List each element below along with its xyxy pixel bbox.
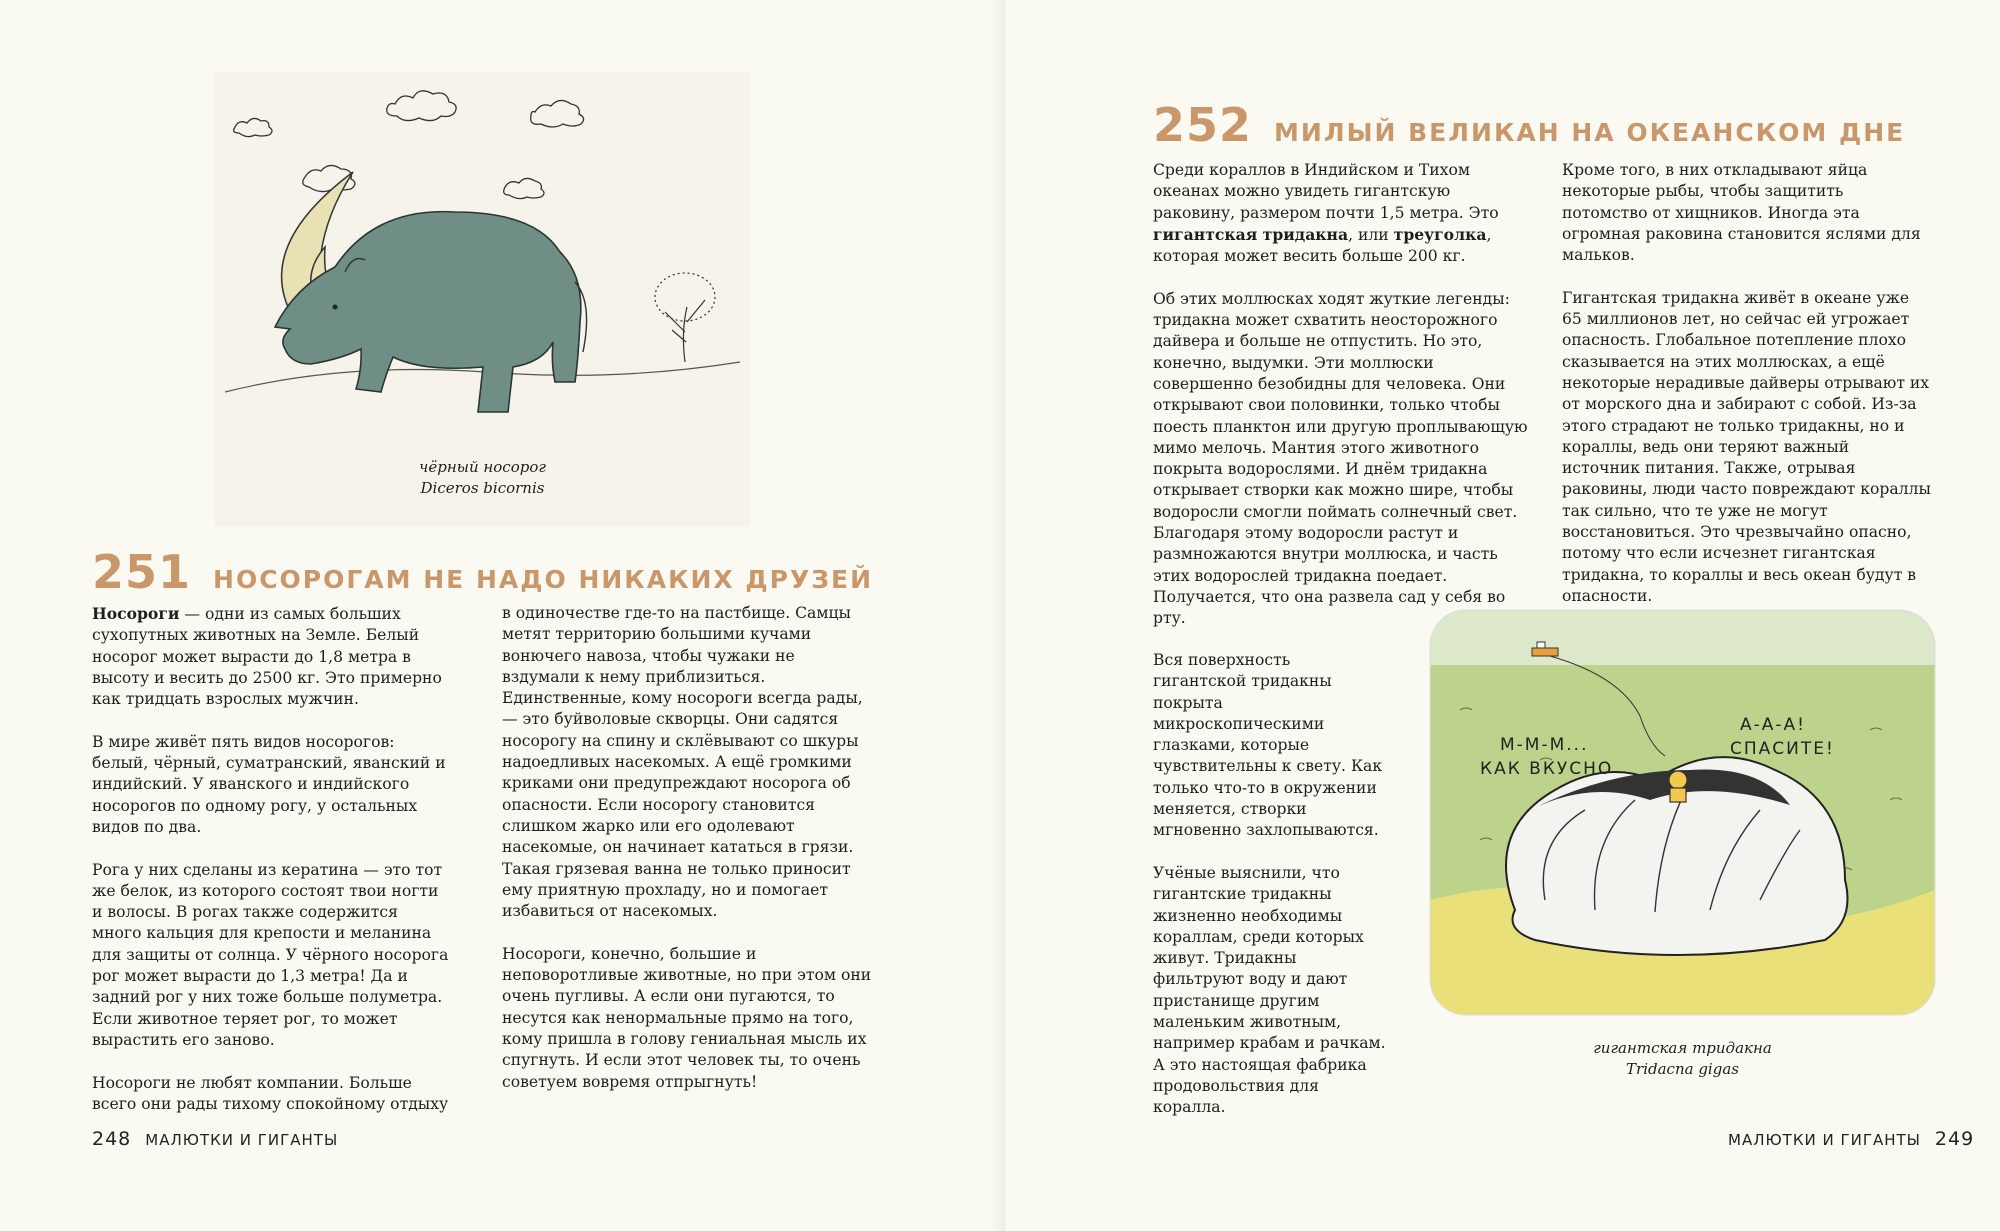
paragraph: Вся поверхность гигантской тридакны покрыта микроскопическими глазками, которые чувствительны к свету. Как только что-то в окружении меняется, створки мгновенно захлопываются. [1153, 651, 1383, 840]
paragraph: Носороги не любят компании. Больше всего они рады тихому спокойному отдыху [92, 1073, 449, 1113]
clam-caption-common: гигантская тридакна [1593, 1039, 1772, 1057]
clam-caption-latin: Tridacna gigas [1626, 1060, 1739, 1078]
right-footer [1728, 1128, 1974, 1150]
article-252-heading [1153, 98, 1905, 152]
rhino-caption-latin: Diceros bicornis [420, 479, 545, 497]
paragraph: Носороги, конечно, большие и неповоротливые животные, но при этом они очень пугливы. А если они пугаются, то несутся как ненормальные прямо на того, кому пришла в голову гениальная мысль их спугнуть. И если этот человек ты, то очень советуем вовремя отпрыгнуть! [502, 944, 872, 1091]
section-title: МАЛЮТКИ И ГИГАНТЫ [1728, 1131, 1921, 1149]
paragraph: Гигантская тридакна живёт в океане уже 65 миллионов лет, но сейчас ей угрожает опасность. Глобальное потепление плохо сказывается на этих моллюсках, а ещё некоторые нерадивые дайверы отрывают их от морского дна и забирают с собой. Из-за этого страдают не только тридакны, но и кораллы, ведь они теряют важный источник питания. Также, отрывая раковины, люди часто повреждают кораллы так сильно, что те уже не могут восстановиться. Это чрезвычайно опасно, потому что если исчезнет гигантская тридакна, то кораллы и весь океан будут в опасности. [1562, 288, 1931, 605]
section-title: МАЛЮТКИ И ГИГАНТЫ [145, 1131, 339, 1149]
diver-speech-1: А-А-А! [1740, 715, 1806, 735]
clam-speech-1: М-М-М... [1500, 735, 1589, 755]
article-title: НОСОРОГАМ НЕ НАДО НИКАКИХ ДРУЗЕЙ [213, 565, 874, 594]
paragraph: В мире живёт пять видов носорогов: белый, чёрный, суматранский, яванский и индийский. У яванского и индийского носорогов по одному рогу, у остальных видов по два. [92, 732, 446, 836]
article-number: 251 [92, 545, 192, 599]
paragraph: Учёные выяснили, что гигантские тридакны жизненно необходимы кораллам, среди которых живут. Тридакны фильтруют воду и дают пристанище другим маленьким животным, например крабам и рачкам. А это настоящая фабрика продовольствия для коралла. [1153, 863, 1386, 1117]
left-column-1 [92, 603, 452, 1136]
article-number: 252 [1153, 98, 1253, 152]
paragraph: Об этих моллюсках ходят жуткие легенды: тридакна может схватить неосторожного дайвера и больше не отпустить. Но это, конечно, выдумки. Эти моллюски совершенно безобидны для человека. Они открывают свои половинки, только чтобы поесть планктон или другую проплывающую мимо мелочь. Мантия этого животного покрыта водорослями. И днём тридакна открывает створки как можно шире, чтобы водоросли смогли поймать солнечный свет. Благодаря этому водоросли растут и размножаются внутри моллюска, и часть этих водорослей тридакна поедает. Получается, что она развела сад у себя во рту. [1153, 289, 1528, 628]
rhino-illustration [215, 72, 750, 527]
paragraph: Кроме того, в них откладывают яйца некоторые рыбы, чтобы защитить потомство от хищников. Иногда эта огромная раковина становится яслями для мальков. [1562, 161, 1921, 265]
giant-clam-illustration [1420, 600, 1945, 1095]
article-251-heading [92, 545, 873, 599]
paragraph: Среди кораллов в Индийском и Тихом океанах можно увидеть гигантскую раковину, размером почти 1,5 метра. Это гигантская тридакна, или треуголка, которая может весить больше 200 кг. [1153, 161, 1499, 266]
right-column-1-top [1153, 160, 1533, 651]
page-number: 248 [92, 1128, 132, 1150]
right-column-2 [1562, 160, 1932, 629]
rhino-caption-common: чёрный носорог [419, 458, 546, 476]
right-page [1005, 0, 2000, 1231]
paragraph: Носороги — одни из самых больших сухопутных животных на Земле. Белый носорог может вырасти до 1,8 метра в высоту и весить до 2500 кг. Это примерно как тридцать взрослых мужчин. [92, 604, 442, 709]
left-column-2 [502, 603, 872, 1114]
right-column-1-bottom [1153, 650, 1388, 1140]
left-footer [92, 1128, 338, 1150]
page-number: 249 [1934, 1128, 1975, 1150]
paragraph: Рога у них сделаны из кератина — это тот же белок, из которого состоят твои ногти и волосы. В рогах также содержится много кальция для крепости и меланина для защиты от солнца. У чёрного носорога рог может вырасти до 1,3 метра! Да и задний рог у них тоже больше полуметра. Если животное теряет рог, то может вырастить его заново. [92, 860, 449, 1049]
diver-speech-2: СПАСИТЕ! [1730, 739, 1835, 759]
clam-speech-2: КАК ВКУСНО [1480, 759, 1614, 779]
paragraph: в одиночестве где-то на пастбище. Самцы метят территорию большими кучами вонючего навоза, чтобы чужаки не вздумали к нему приблизиться. Единственные, кому носороги всегда рады, — это буйволовые скворцы. Они садятся носорогу на спину и склёвывают со шкуры надоедливых насекомых. А ещё громкими криками они предупреждают носорога об опасности. Если носорогу становится слишком жарко или его одолевают насекомые, он начинает кататься в грязи. Такая грязевая ванна не только приносит ему приятную прохладу, но и помогает избавиться от насекомых. [502, 604, 863, 921]
article-title: МИЛЫЙ ВЕЛИКАН НА ОКЕАНСКОМ ДНЕ [1274, 118, 1906, 147]
